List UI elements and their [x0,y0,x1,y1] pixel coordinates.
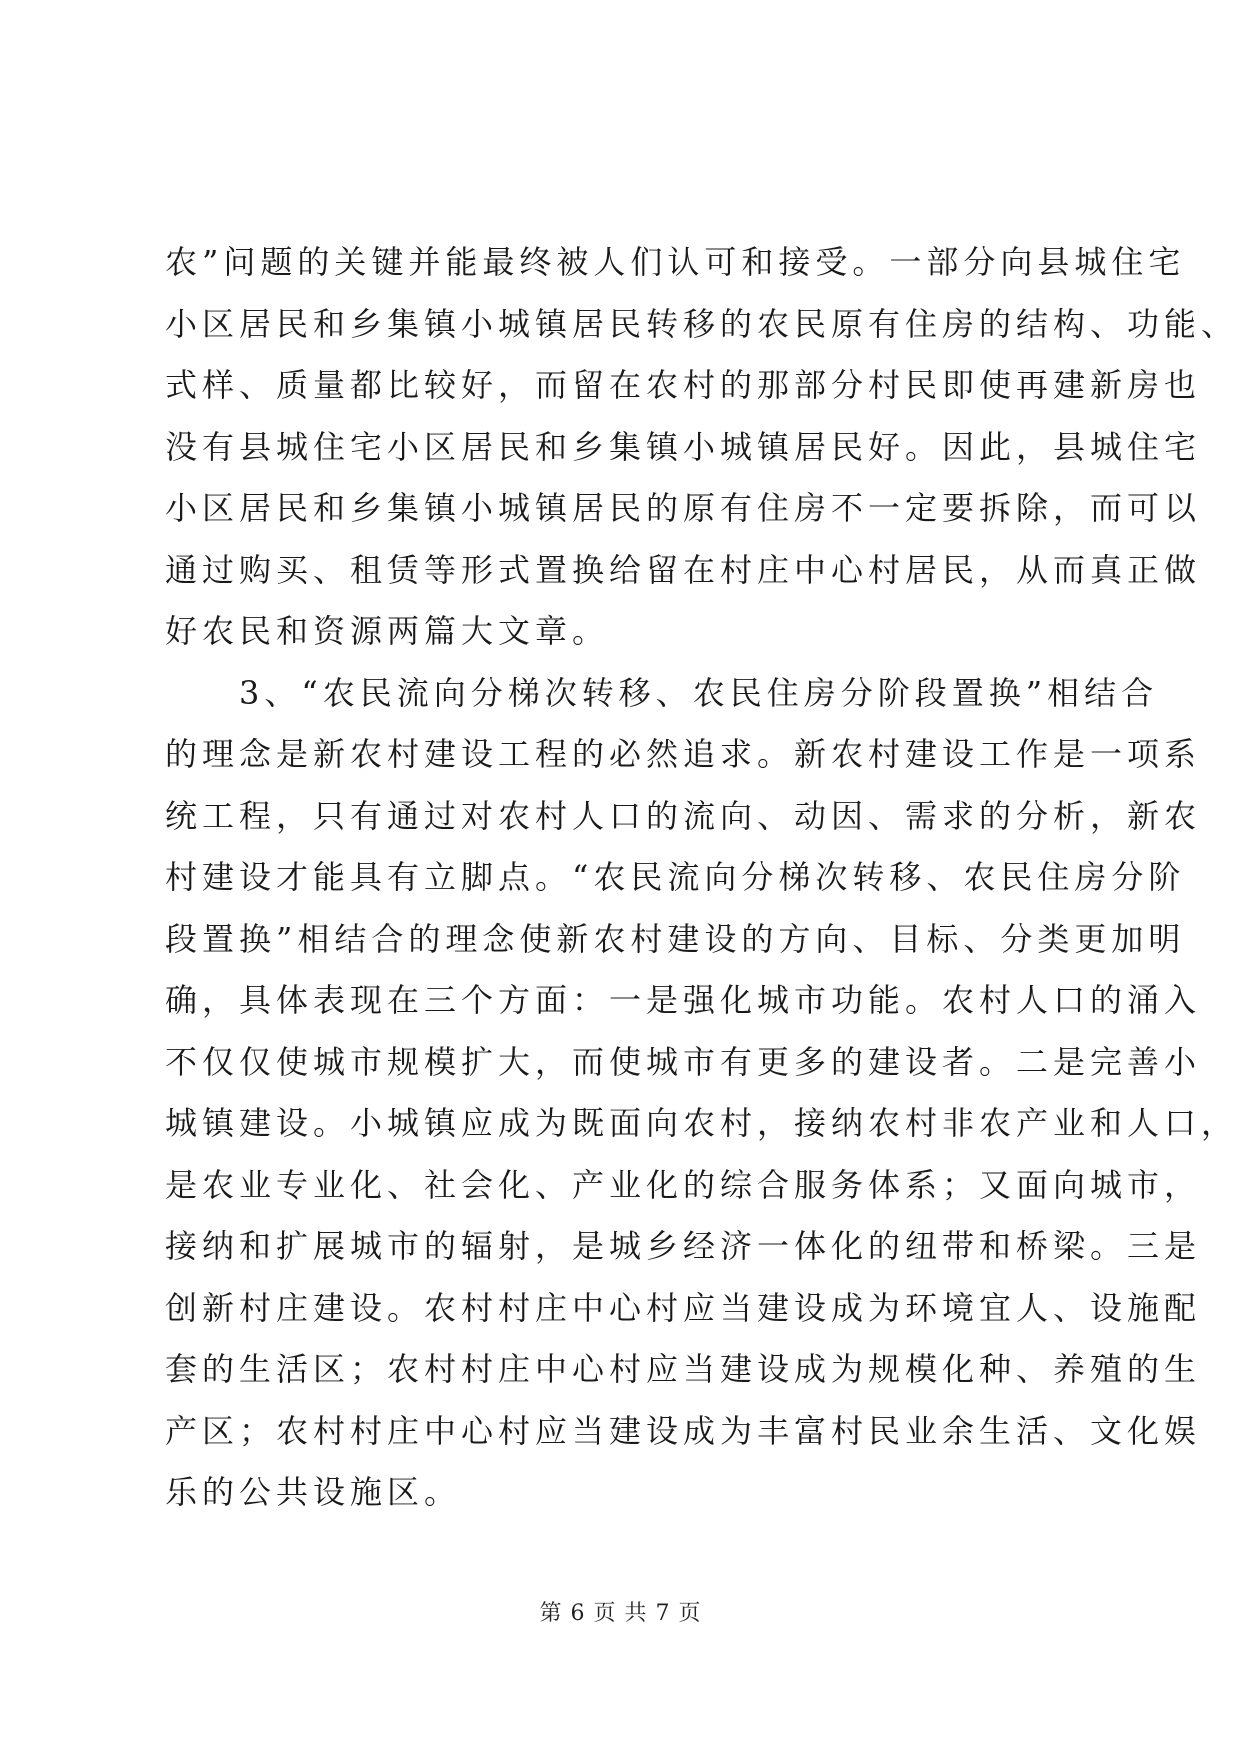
text-line: 好农民和资源两篇大文章。 [165,612,610,650]
text-line: 通过购买、租赁等形式置换给留在村庄中心村居民，从而真正做 [165,550,1202,589]
text-line: 接纳和扩展城市的辐射，是城乡经济一体化的纽带和桥梁。三是 [165,1227,1202,1265]
text-line: 套的生活区；农村村庄中心村应当建设成为规模化种、养殖的生 [165,1350,1202,1388]
text-line: 式样、质量都比较好，而留在农村的那部分村民即使再建新房也 [165,366,1202,404]
text-line: 3、“农民流向分梯次转移、农民住房分阶段置换”相结合 [165,673,1159,712]
text-line: 城镇建设。小城镇应成为既面向农村，接纳农村非农产业和人口， [165,1104,1239,1142]
text-line: 创新村庄建设。农村村庄中心村应当建设成为环境宜人、设施配 [165,1288,1202,1327]
text-line: 确，具体表现在三个方面：一是强化城市功能。农村人口的涌入 [165,981,1202,1019]
text-line: 的理念是新农村建设工程的必然追求。新农村建设工作是一项系 [165,735,1202,773]
text-line: 小区居民和乡集镇小城镇居民转移的农民原有住房的结构、功能、 [165,304,1239,343]
text-line: 没有县城住宅小区居民和乡集镇小城镇居民好。因此，县城住宅 [165,427,1202,466]
text-line: 是农业专业化、社会化、产业化的综合服务体系；又面向城市， [165,1165,1202,1204]
text-line: 小区居民和乡集镇小城镇居民的原有住房不一定要拆除，而可以 [165,489,1202,527]
text-line: 段置换”相结合的理念使新农村建设的方向、目标、分类更加明 [165,919,1186,958]
page-number-footer: 第 6 页 共 7 页 [539,1601,702,1626]
text-line: 乐的公共设施区。 [165,1473,462,1511]
text-line: 产区；农村村庄中心村应当建设成为丰富村民业余生活、文化娱 [165,1411,1202,1450]
text-line: 农”问题的关键并能最终被人们认可和接受。一部分向县城住宅 [165,243,1186,281]
text-line: 村建设才能具有立脚点。“农民流向分梯次转移、农民住房分阶 [165,858,1186,896]
document-body [165,232,1239,1524]
text-line: 统工程，只有通过对农村人口的流向、动因、需求的分析，新农 [165,796,1202,835]
text-line: 不仅仅使城市规模扩大，而使城市有更多的建设者。二是完善小 [165,1042,1202,1081]
